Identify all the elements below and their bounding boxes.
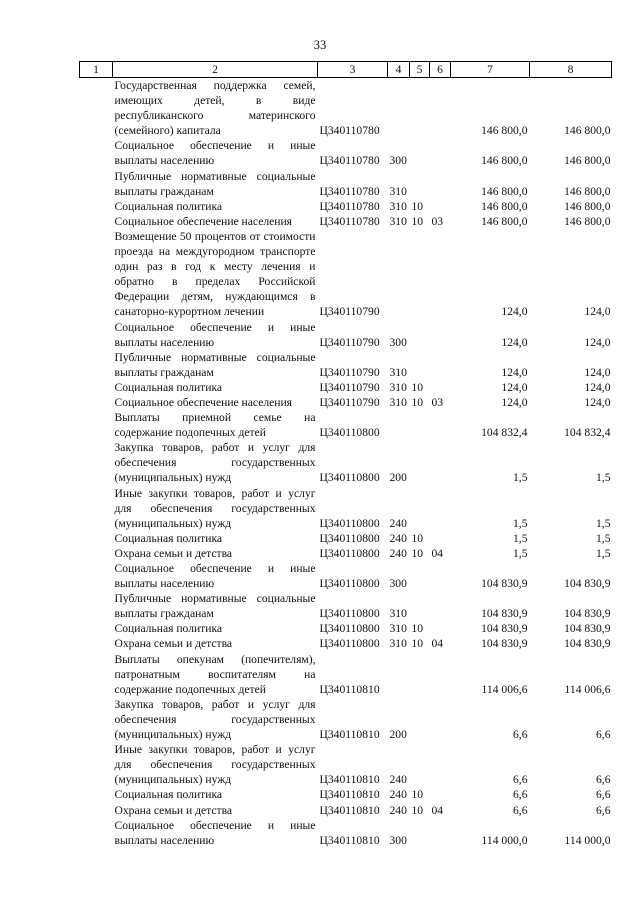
- budget-table: [79, 61, 612, 848]
- target-article-code: Ц340110810: [319, 682, 380, 696]
- target-article-code: Ц340110800: [319, 637, 380, 651]
- target-article-code: Ц340110800: [319, 577, 380, 591]
- row-name: Социальное обеспечение и иные выплаты населению: [114, 562, 316, 591]
- amount-col8: 104 830,9: [564, 622, 611, 636]
- row-name: Государственная поддержка семей, имеющих детей, в виде республиканского материнского (семейного) капитала: [114, 79, 316, 138]
- row-col1-empty: [80, 561, 113, 591]
- row-name: Закупка товаров, работ и услуг для обеспечения государственных (муниципальных) нужд: [114, 697, 316, 742]
- target-article-code: Ц340110810: [319, 788, 380, 802]
- subsection-code: [430, 320, 451, 350]
- expense-type-code: 310: [389, 214, 407, 228]
- amount-col7: 124,0: [501, 335, 528, 349]
- section-code: [410, 410, 430, 440]
- row-col1-empty: [80, 697, 113, 742]
- expense-type-code: 310: [389, 184, 407, 198]
- section-code: [410, 350, 430, 380]
- column-number-row: [80, 62, 612, 78]
- section-code: 10: [411, 531, 424, 545]
- table-row: [80, 621, 612, 636]
- amount-col7: 124,0: [501, 365, 528, 379]
- target-article-code: Ц340110780: [319, 154, 380, 168]
- section-code: [410, 169, 430, 199]
- expense-type-code: 310: [389, 199, 407, 213]
- subsection-code: [430, 621, 451, 636]
- subsection-code: [430, 229, 451, 320]
- row-col1-empty: [80, 621, 113, 636]
- section-code: [410, 78, 430, 139]
- amount-col8: 1,5: [596, 471, 611, 485]
- section-code: 10: [411, 395, 424, 409]
- subsection-code: 03: [431, 395, 444, 409]
- row-name: Публичные нормативные социальные выплаты гражданам: [114, 350, 316, 379]
- row-name: Охрана семьи и детства: [114, 803, 233, 817]
- expense-type-code: 240: [389, 788, 407, 802]
- target-article-code: Ц340110810: [319, 773, 380, 787]
- row-col1-empty: [80, 440, 113, 485]
- expense-type-code: [388, 652, 410, 697]
- row-name: Охрана семьи и детства: [114, 637, 233, 651]
- section-code: [410, 697, 430, 742]
- row-name: Социальная политика: [114, 531, 223, 545]
- row-col1-empty: [80, 350, 113, 380]
- amount-col7: 146 800,0: [481, 184, 528, 198]
- row-col1-empty: [80, 636, 113, 651]
- subsection-code: [430, 410, 451, 440]
- table-row: [80, 697, 612, 742]
- table-row: [80, 380, 612, 395]
- column-header-3: 3: [318, 62, 388, 78]
- row-col1-empty: [80, 320, 113, 350]
- subsection-code: [430, 742, 451, 787]
- section-code: 10: [411, 622, 424, 636]
- amount-col8: 6,6: [596, 728, 611, 742]
- row-col1-empty: [80, 546, 113, 561]
- target-article-code: Ц340110780: [319, 199, 380, 213]
- target-article-code: Ц340110800: [319, 426, 380, 440]
- amount-col7: 1,5: [513, 546, 528, 560]
- amount-col7: 124,0: [501, 395, 528, 409]
- amount-col7: 146 800,0: [481, 214, 528, 228]
- column-header-4: 4: [388, 62, 410, 78]
- target-article-code: Ц340110800: [319, 531, 380, 545]
- table-row: [80, 636, 612, 651]
- subsection-code: [430, 138, 451, 168]
- row-name: Социальное обеспечение и иные выплаты населению: [114, 320, 316, 349]
- row-name: Публичные нормативные социальные выплаты гражданам: [114, 169, 316, 198]
- amount-col7: 114 006,6: [481, 682, 528, 696]
- table-row: [80, 546, 612, 561]
- table-row: [80, 138, 612, 168]
- subsection-code: [430, 78, 451, 139]
- target-article-code: Ц340110780: [319, 124, 380, 138]
- column-header-5: 5: [410, 62, 430, 78]
- amount-col7: 1,5: [513, 516, 528, 530]
- row-col1-empty: [80, 78, 113, 139]
- amount-col8: 146 800,0: [564, 154, 611, 168]
- expense-type-code: 200: [389, 728, 407, 742]
- expense-type-code: 310: [389, 395, 407, 409]
- target-article-code: Ц340110800: [319, 516, 380, 530]
- subsection-code: 04: [431, 803, 444, 817]
- row-col1-empty: [80, 531, 113, 546]
- amount-col7: 124,0: [501, 380, 528, 394]
- amount-col7: 1,5: [513, 471, 528, 485]
- row-name: Закупка товаров, работ и услуг для обеспечения государственных (муниципальных) нужд: [114, 441, 316, 485]
- amount-col8: 114 000,0: [564, 833, 611, 847]
- section-code: [410, 440, 430, 485]
- expense-type-code: 300: [389, 833, 407, 847]
- section-code: 10: [411, 803, 424, 817]
- table-row: [80, 652, 612, 697]
- table-row: [80, 410, 612, 440]
- expense-type-code: 240: [389, 803, 407, 817]
- subsection-code: [430, 199, 451, 214]
- subsection-code: [430, 486, 451, 531]
- section-code: [410, 561, 430, 591]
- row-name: Социальное обеспечение и иные выплаты населению: [114, 818, 316, 847]
- table-row: [80, 395, 612, 410]
- section-code: 10: [411, 380, 424, 394]
- amount-col8: 146 800,0: [564, 124, 611, 138]
- table-row: [80, 742, 612, 787]
- expense-type-code: [388, 78, 410, 139]
- row-name: Охрана семьи и детства: [114, 546, 233, 560]
- amount-col8: 104 830,9: [564, 637, 611, 651]
- section-code: [410, 320, 430, 350]
- target-article-code: Ц340110790: [319, 335, 380, 349]
- amount-col8: 1,5: [596, 531, 611, 545]
- row-col1-empty: [80, 742, 113, 787]
- row-col1-empty: [80, 169, 113, 199]
- row-name: Иные закупки товаров, работ и услуг для обеспечения государственных (муниципальных) нужд: [114, 486, 316, 530]
- expense-type-code: 310: [389, 607, 407, 621]
- amount-col8: 1,5: [596, 516, 611, 530]
- amount-col7: 104 830,9: [481, 607, 528, 621]
- page-number: 33: [313, 38, 327, 52]
- amount-col8: 124,0: [584, 395, 611, 409]
- section-code: [410, 742, 430, 787]
- section-code: [410, 229, 430, 320]
- section-code: 10: [411, 199, 424, 213]
- row-col1-empty: [80, 591, 113, 621]
- row-name: Социальное обеспечение населения: [114, 214, 293, 228]
- target-article-code: Ц340110800: [319, 622, 380, 636]
- row-name: Социальная политика: [114, 380, 223, 394]
- amount-col8: 104 832,4: [564, 426, 611, 440]
- row-col1-empty: [80, 199, 113, 214]
- section-code: [410, 652, 430, 697]
- amount-col8: 104 830,9: [564, 607, 611, 621]
- table-row: [80, 78, 612, 139]
- amount-col7: 6,6: [513, 728, 528, 742]
- amount-col8: 6,6: [596, 788, 611, 802]
- subsection-code: [430, 531, 451, 546]
- row-name: Выплаты опекунам (попечителям), патронатным воспитателям на содержание подопечных детей: [114, 652, 316, 696]
- subsection-code: 03: [431, 214, 444, 228]
- amount-col8: 1,5: [596, 546, 611, 560]
- amount-col8: 146 800,0: [564, 214, 611, 228]
- column-header-6: 6: [430, 62, 451, 78]
- amount-col7: 104 830,9: [481, 622, 528, 636]
- target-article-code: Ц340110800: [319, 607, 380, 621]
- row-col1-empty: [80, 395, 113, 410]
- table-body: [80, 78, 612, 848]
- row-name: Публичные нормативные социальные выплаты гражданам: [114, 592, 316, 621]
- subsection-code: [430, 652, 451, 697]
- amount-col7: 104 830,9: [481, 577, 528, 591]
- amount-col7: 124,0: [501, 305, 528, 319]
- expense-type-code: 300: [389, 577, 407, 591]
- expense-type-code: 240: [389, 773, 407, 787]
- column-header-2: 2: [113, 62, 318, 78]
- target-article-code: Ц340110810: [319, 728, 380, 742]
- row-name: Социальная политика: [114, 622, 223, 636]
- amount-col7: 104 830,9: [481, 637, 528, 651]
- row-col1-empty: [80, 138, 113, 168]
- expense-type-code: 240: [389, 531, 407, 545]
- amount-col7: 146 800,0: [481, 124, 528, 138]
- table-row: [80, 803, 612, 818]
- subsection-code: [430, 818, 451, 848]
- amount-col7: 114 000,0: [481, 833, 528, 847]
- amount-col8: 6,6: [596, 803, 611, 817]
- table-row: [80, 169, 612, 199]
- column-header-7: 7: [451, 62, 530, 78]
- expense-type-code: 310: [389, 637, 407, 651]
- amount-col8: 124,0: [584, 335, 611, 349]
- row-col1-empty: [80, 787, 113, 802]
- column-header-8: 8: [530, 62, 612, 78]
- amount-col8: 104 830,9: [564, 577, 611, 591]
- subsection-code: [430, 787, 451, 802]
- row-col1-empty: [80, 380, 113, 395]
- table-row: [80, 199, 612, 214]
- expense-type-code: 310: [389, 365, 407, 379]
- target-article-code: Ц340110780: [319, 184, 380, 198]
- target-article-code: Ц340110790: [319, 305, 380, 319]
- row-col1-empty: [80, 410, 113, 440]
- table-row: [80, 591, 612, 621]
- expense-type-code: 240: [389, 516, 407, 530]
- subsection-code: [430, 169, 451, 199]
- subsection-code: 04: [431, 546, 444, 560]
- amount-col7: 104 832,4: [481, 426, 528, 440]
- subsection-code: [430, 440, 451, 485]
- table-row: [80, 486, 612, 531]
- subsection-code: 04: [431, 637, 444, 651]
- amount-col8: 146 800,0: [564, 199, 611, 213]
- subsection-code: [430, 380, 451, 395]
- amount-col7: 146 800,0: [481, 154, 528, 168]
- subsection-code: [430, 561, 451, 591]
- row-col1-empty: [80, 652, 113, 697]
- expense-type-code: 300: [389, 154, 407, 168]
- table-row: [80, 561, 612, 591]
- row-col1-empty: [80, 229, 113, 320]
- subsection-code: [430, 591, 451, 621]
- section-code: 10: [411, 214, 424, 228]
- amount-col7: 6,6: [513, 803, 528, 817]
- expense-type-code: 200: [389, 471, 407, 485]
- row-col1-empty: [80, 818, 113, 848]
- row-col1-empty: [80, 803, 113, 818]
- amount-col7: 6,6: [513, 788, 528, 802]
- row-name: Социальная политика: [114, 199, 223, 213]
- amount-col8: 146 800,0: [564, 184, 611, 198]
- table-row: [80, 214, 612, 229]
- target-article-code: Ц340110810: [319, 803, 380, 817]
- expense-type-code: 310: [389, 380, 407, 394]
- amount-col7: 6,6: [513, 773, 528, 787]
- row-name: Возмещение 50 процентов от стоимости проезда на междугородном транспорте один раз в год к месту лечения и обратно в пределах Российской Федерации детям, нуждающимся в санаторно-курортном лечении: [114, 229, 316, 319]
- target-article-code: Ц340110800: [319, 546, 380, 560]
- table-row: [80, 350, 612, 380]
- subsection-code: [430, 350, 451, 380]
- target-article-code: Ц340110790: [319, 380, 380, 394]
- table-row: [80, 229, 612, 320]
- row-col1-empty: [80, 214, 113, 229]
- row-name: Выплаты приемной семье на содержание подопечных детей: [114, 411, 316, 440]
- section-code: [410, 138, 430, 168]
- table-row: [80, 440, 612, 485]
- table-row: [80, 320, 612, 350]
- section-code: 10: [411, 788, 424, 802]
- section-code: [410, 818, 430, 848]
- expense-type-code: [388, 229, 410, 320]
- target-article-code: Ц340110790: [319, 365, 380, 379]
- expense-type-code: [388, 410, 410, 440]
- table-row: [80, 818, 612, 848]
- table-row: [80, 787, 612, 802]
- amount-col8: 114 006,6: [564, 682, 611, 696]
- amount-col7: 146 800,0: [481, 199, 528, 213]
- amount-col8: 6,6: [596, 773, 611, 787]
- row-col1-empty: [80, 486, 113, 531]
- row-name: Социальное обеспечение и иные выплаты населению: [114, 139, 316, 168]
- section-code: [410, 591, 430, 621]
- table-row: [80, 531, 612, 546]
- amount-col8: 124,0: [584, 305, 611, 319]
- amount-col8: 124,0: [584, 365, 611, 379]
- amount-col8: 124,0: [584, 380, 611, 394]
- row-name: Иные закупки товаров, работ и услуг для обеспечения государственных (муниципальных) нужд: [114, 743, 316, 787]
- section-code: 10: [411, 546, 424, 560]
- target-article-code: Ц340110810: [319, 833, 380, 847]
- expense-type-code: 310: [389, 622, 407, 636]
- target-article-code: Ц340110780: [319, 214, 380, 228]
- subsection-code: [430, 697, 451, 742]
- target-article-code: Ц340110800: [319, 471, 380, 485]
- row-name: Социальное обеспечение населения: [114, 395, 293, 409]
- column-header-1: 1: [80, 62, 113, 78]
- amount-col7: 1,5: [513, 531, 528, 545]
- expense-type-code: 300: [389, 335, 407, 349]
- target-article-code: Ц340110790: [319, 395, 380, 409]
- expense-type-code: 240: [389, 546, 407, 560]
- row-name: Социальная политика: [114, 788, 223, 802]
- section-code: [410, 486, 430, 531]
- section-code: 10: [411, 637, 424, 651]
